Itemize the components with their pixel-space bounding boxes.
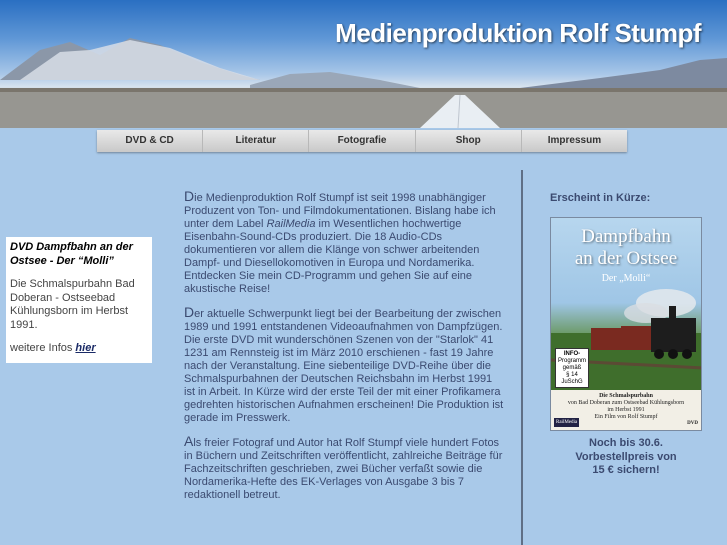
photographer-paragraph bbox=[184, 435, 504, 502]
preorder-line: 15 € sichern! bbox=[592, 464, 660, 476]
band-line: Die Schmalspurbahn bbox=[599, 393, 653, 399]
info-badge-line: INFO- bbox=[563, 351, 581, 357]
label-name: RailMedia bbox=[266, 218, 316, 230]
band-line: von Bad Doberan zum Ostseebad Kühlungsborn bbox=[567, 400, 685, 406]
preorder-text bbox=[550, 437, 702, 478]
cover-subtitle: Der „Molli“ bbox=[601, 273, 651, 284]
band-line: Ein Film von Rolf Stumpf bbox=[594, 414, 658, 420]
news-more-prefix: weitere Infos bbox=[10, 342, 76, 354]
nav-dvd-cd[interactable]: DVD & CD bbox=[97, 130, 203, 152]
more-info-link[interactable]: hier bbox=[75, 342, 96, 354]
news-box bbox=[6, 237, 152, 363]
info-badge-line: JuSchG bbox=[561, 379, 583, 385]
cover-title bbox=[551, 226, 701, 270]
nav-impressum[interactable]: Impressum bbox=[547, 135, 602, 146]
dvd-cover-image[interactable] bbox=[550, 217, 702, 431]
news-title: DVD Dampfbahn an der Ostsee - Der “Molli” bbox=[10, 241, 133, 267]
news-body: Die Schmalspurbahn Bad Doberan - Ostseebad Kühlungsborn im Herbst 1991. bbox=[10, 278, 135, 331]
news-more bbox=[10, 342, 149, 356]
dropcap: D bbox=[184, 304, 195, 320]
site-title: Medienproduktion Rolf Stumpf bbox=[335, 18, 701, 48]
nav-shop[interactable]: Shop bbox=[416, 130, 522, 152]
column-divider bbox=[521, 170, 523, 545]
nav-literatur[interactable]: Literatur bbox=[203, 130, 309, 152]
header-banner bbox=[0, 0, 727, 128]
main-content bbox=[184, 190, 504, 512]
text-span: ie Medienproduktion Rolf Stumpf ist seit 1998 unabhängiger Produzent von Ton- und Filmdokumentationen. Bislang habe ich unter dem Label bbox=[184, 192, 496, 230]
text-span: ls freier Fotograf und Autor hat Rolf Stumpf viele hundert Fotos in Büchern und Zeitschriften veröffentlicht, zahlreiche Beiträge für Fachzeitschriften geschrieben, zwei Bücher verfaßt sowie die Nordamerika-Hefte des EK-Verlages von Ausgabe 3 bis 7 redaktionell betreut. bbox=[184, 437, 503, 501]
text-span: im Wesentlichen hochwertige Eisenbahn-Sound-CDs produziert. Die 18 Audio-CDs dokumentieren vor allem die Klänge von schwer arbeitenden Dampf- und Diesellokomotiven in Europa und Nordamerika. Entdecken Sie mein CD-Programm und gehen Sie auf eine akustische Reise! bbox=[184, 218, 480, 295]
cover-title-line: Dampfbahn bbox=[581, 226, 671, 247]
band-line: im Herbst 1991 bbox=[607, 407, 645, 413]
info-badge-line: Programm bbox=[557, 358, 586, 364]
info-badge bbox=[555, 348, 589, 388]
dropcap: A bbox=[184, 433, 194, 449]
dvd-logo: DVD bbox=[687, 421, 698, 426]
cover-title-line: an der Ostsee bbox=[574, 248, 678, 269]
preorder-line: Vorbestellpreis von bbox=[575, 450, 677, 463]
cover-caption-band bbox=[551, 390, 701, 430]
main-nav bbox=[97, 130, 627, 152]
coming-soon-heading: Erscheint in Kürze: bbox=[550, 192, 651, 204]
preorder-line: Noch bis 30.6. bbox=[589, 437, 663, 449]
focus-paragraph bbox=[184, 306, 504, 425]
dropcap: D bbox=[184, 188, 195, 204]
info-badge-line: gemäß bbox=[562, 365, 582, 371]
text-span: er aktuelle Schwerpunkt liegt bei der Bearbeitung der zwischen 1989 und 1991 entstandenen Videoaufnahmen von Dampfzügen. Die erste DVD mit wunderschönen Szenen von der "Starlok" 41 1231 am Rennsteig ist im März 2010 erschienen - fast 19 Jahre nach der Veranstaltung. Eine siebenteilige DVD-Reihe über die Schmalspurbahnen der Deutschen Reichsbahn im Herbst 1991 ist in Arbeit. In Kürze wird der erste Teil der mit einer Profikamera gedrehten historischen Aufnahmen erscheinen! Die Produktion ist gerade im Presswerk. bbox=[184, 308, 504, 424]
intro-paragraph bbox=[184, 190, 504, 296]
nav-fotografie[interactable]: Fotografie bbox=[309, 130, 415, 152]
railmedia-logo: RailMedia bbox=[556, 420, 578, 425]
info-badge-line: § 14 bbox=[566, 372, 578, 378]
